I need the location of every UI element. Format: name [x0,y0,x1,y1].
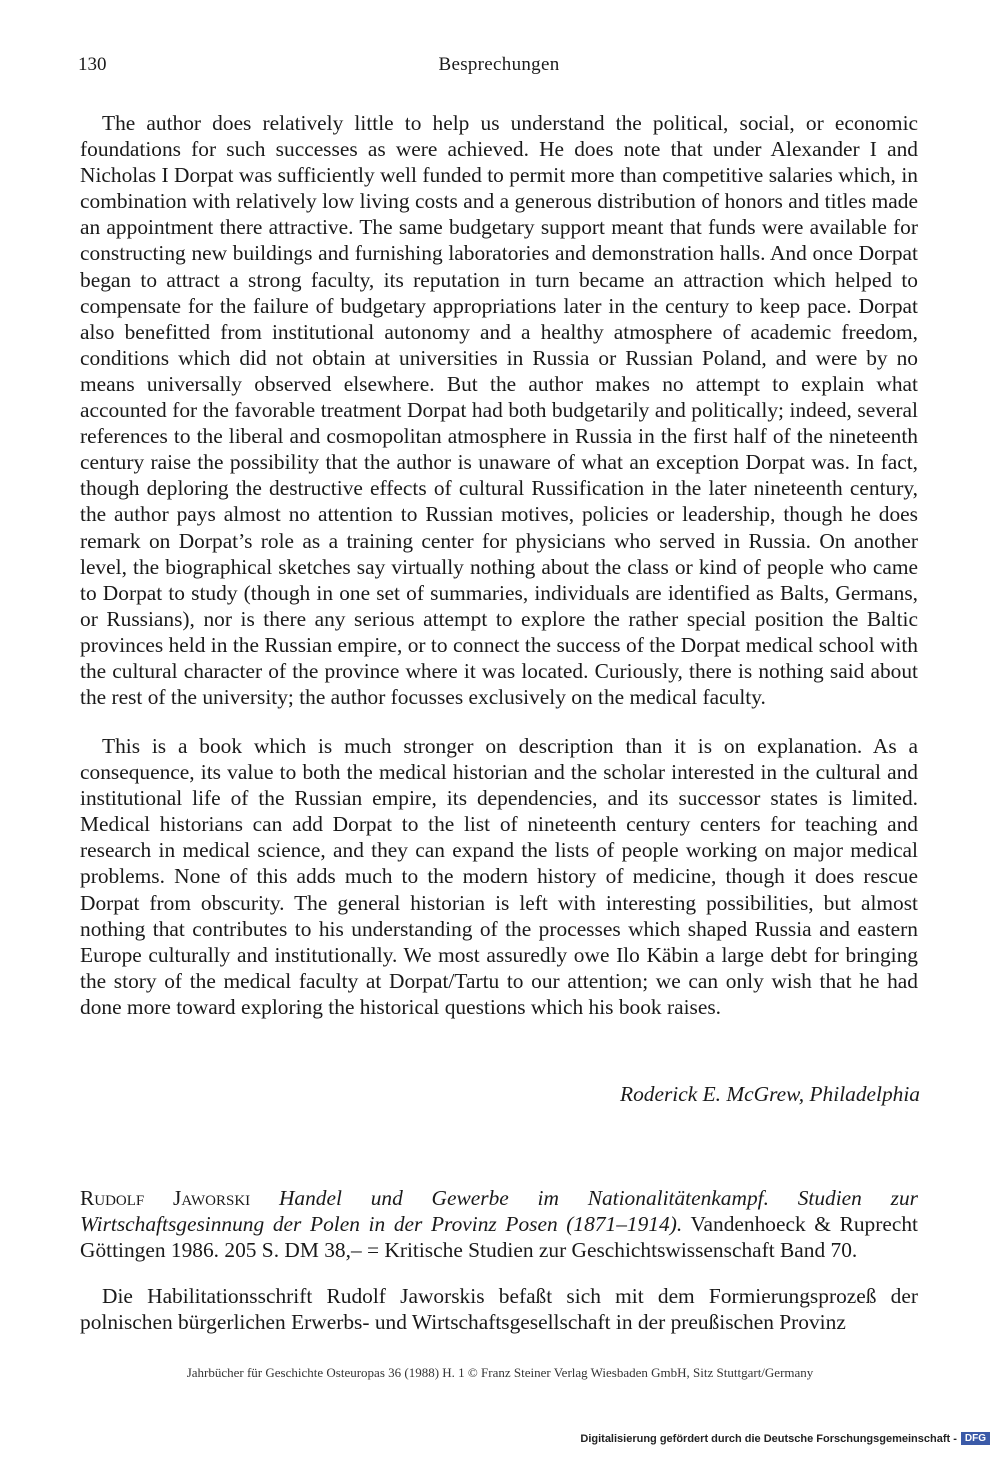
page-header [78,54,920,84]
dfg-logo: DFG [961,1432,990,1445]
dfg-banner-text: Digitalisierung gefördert durch die Deutsche Forschungsgemeinschaft - [580,1432,957,1445]
page-number: 130 [78,54,107,75]
journal-footer: Jahrbücher für Geschichte Osteuropas 36 (1988) H. 1 © Franz Steiner Verlag Wiesbaden GmbH, Sitz Stuttgart/Germany [186,1365,814,1380]
review-paragraph-1 [80,110,918,710]
review-author: Rudolf Jaworski [80,1186,251,1210]
publication-details: Vandenhoeck & Ruprecht Göttingen 1986. 205 S. DM 38,– = Kritische Studien zur Geschichtswissenschaft Band 70. [80,1212,919,1263]
paragraph-text: The author does relatively little to help us understand the political, social, or economic foundations for such successes as were achieved. He does note that under Alexander I and Nicholas I Dorpat was sufficiently well funded to permit more than competitive salaries which, in combination with relatively low living costs and a generous distribution of honors and titles made an appointment there attractive. The same budgetary support meant that funds were available for constructing new buildings and furnishing laboratories and demonstration halls. And once Dorpat began to attract a strong faculty, its reputation in turn became an attraction which helped to compensate for the failure of budgetary appropriations later in the century to keep pace. Dorpat also benefitted from institutional autonomy and a healthy atmosphere of academic freedom, conditions which did not obtain at universities in Russia or Russian Poland, and were by no means universally observed elsewhere. But the author makes no attempt to explain what accounted for the favorable treatment Dorpat had both budgetarily and politically; indeed, several references to the liberal and cosmopolitan atmosphere in Russia in the first half of the nineteenth century raise the possibility that the author is unaware of what an exception Dorpat was. In fact, though deploring the destructive effects of cultural Russification in the later nineteenth century, the author pays almost no attention to Russian motives, policies or leadership, though he does remark on Dorpat’s role as a training center for physicians who served in Russia. On another level, the biographical sketches say virtually nothing about the class or kind of people who came to Dorpat to study (though in one set of summaries, individuals are identified as Balts, Germans, or Russians), nor is there any serious attempt to explore the rather special position the Baltic provinces held in the Russian empire, or to connect the success of the Dorpat medical school with the cultural character of the province where it was located. Curiously, there is nothing said about the rest of the university; the author focusses exclusively on the medical faculty. [80,111,918,710]
reviewer-signature: Roderick E. McGrew, Philadelphia [620,1082,920,1106]
paragraph-text: Die Habilitationsschrift Rudolf Jaworskis befaßt sich mit dem Formierungsprozeß der polnischen bürgerlichen Erwerbs- und Wirtschaftsgesellschaft in der preußischen Provinz [80,1284,918,1335]
review-paragraph-2 [80,733,918,1020]
review-opening-paragraph [80,1283,918,1335]
paragraph-text: This is a book which is much stronger on description than it is on explanation. As a consequence, its value to both the medical historian and the scholar interested in the cultural and institutional life of the Russian empire, its dependencies, and its successor states is limited. Medical historians can add Dorpat to the list of nineteenth century centers for teaching and research in medical science, and they can expand the lists of people working on major medical problems. None of this adds much to the modern history of medicine, though it does rescue Dorpat from obscurity. The general historian is left with interesting possibilities, but almost nothing that contributes to his understanding of the processes which shaped Russia and eastern Europe culturally and institutionally. We most assuredly owe Ilo Käbin a large debt for bringing the story of the medical faculty at Dorpat/Tartu to our attention; we can only wish that he had done more toward exploring the historical questions which his book raises. [80,734,918,1019]
bibliographic-heading [80,1185,918,1263]
dfg-banner [580,1432,990,1445]
running-head: Besprechungen [438,54,560,75]
book-title: Handel und Gewerbe im Nationalitätenkampf. Studien zur Wirtschaftsgesinnung der Polen in der Provinz Posen (1871–1914). [80,1186,918,1237]
